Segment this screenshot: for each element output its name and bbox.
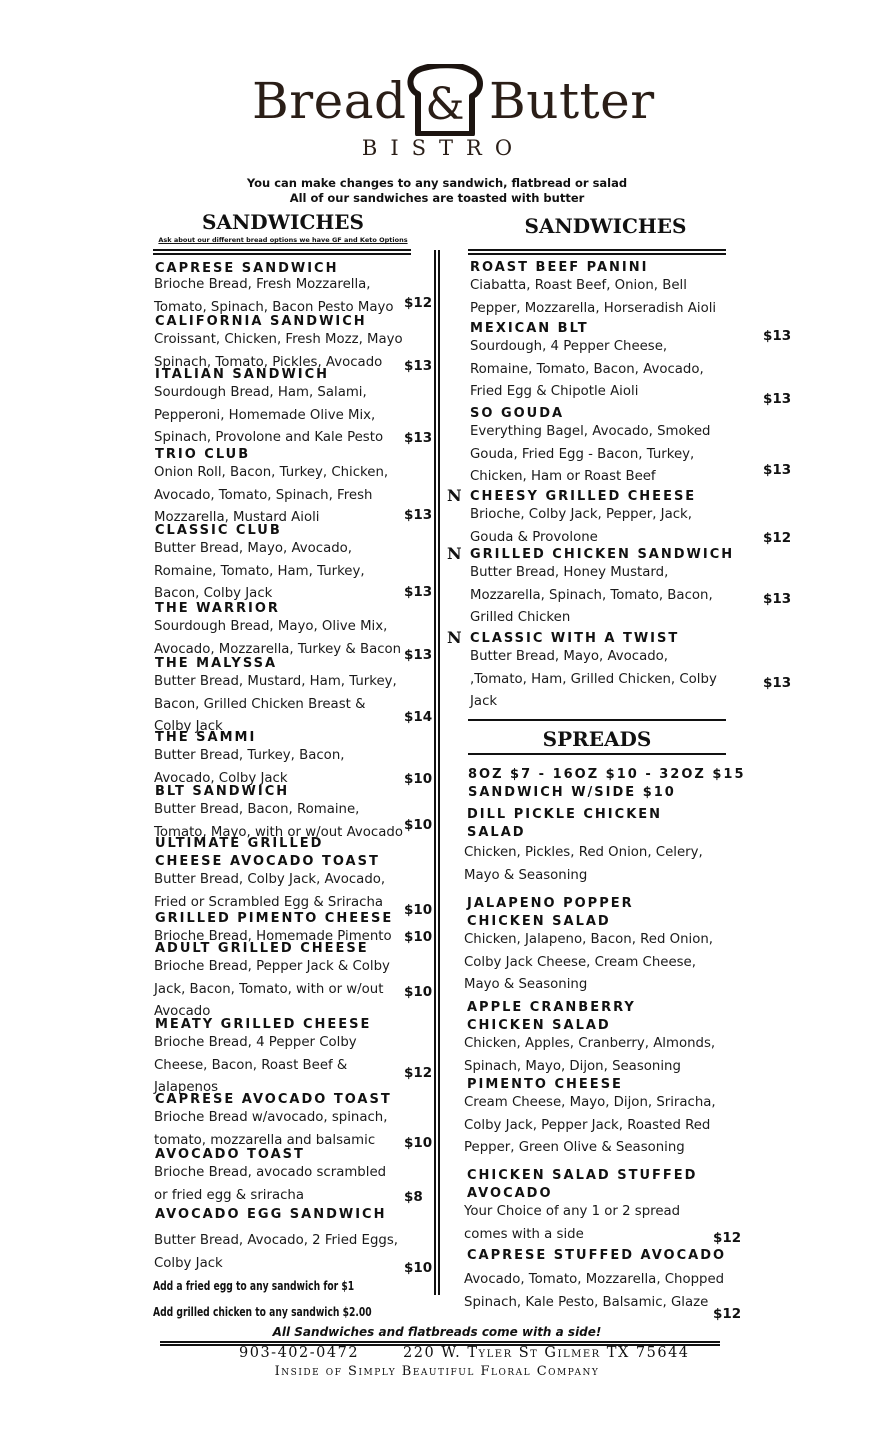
item-description: Butter Bread, Mayo, Avocado, ,Tomato, Ham, Grilled Chicken, Colby Jack	[470, 649, 717, 710]
item-price: $13	[763, 591, 792, 607]
item-price: $12	[713, 1230, 742, 1246]
item-description: Brioche Bread w/avocado, spinach, tomato, mozzarella and balsamic	[154, 1110, 388, 1148]
side-note: All Sandwiches and flatbreads come with a side!	[272, 1325, 602, 1339]
item-title: THE WARRIOR	[155, 601, 280, 616]
item-description: Brioche Bread, 4 Pepper Colby Cheese, Bacon, Roast Beef & Jalapenos	[154, 1035, 357, 1096]
item-price: $13	[763, 462, 792, 478]
logo-word-bread: Bread	[252, 72, 407, 130]
item-title: ROAST BEEF PANINI	[470, 260, 649, 275]
spreads-combo: SANDWICH W/SIDE $10	[468, 785, 676, 800]
item-description: Sourdough, 4 Pepper Cheese, Romaine, Tomato, Bacon, Avocado, Fried Egg & Chipotle Aioli	[470, 339, 704, 400]
item-price: $13	[404, 584, 433, 600]
right-section-heading: SANDWICHES	[524, 214, 687, 238]
item-price: $13	[404, 647, 433, 663]
location-note: Inside of Simply Beautiful Floral Company	[274, 1364, 600, 1379]
item-price: $10	[404, 902, 433, 918]
item-title: TRIO CLUB	[155, 447, 251, 462]
item-price: $10	[404, 817, 433, 833]
item-description: Sourdough Bread, Mayo, Olive Mix, Avocado, Mozzarella, Turkey & Bacon	[154, 619, 402, 657]
item-price: $10	[404, 1260, 433, 1276]
item-title: CHICKEN SALAD STUFFED AVOCADO	[467, 1168, 698, 1201]
item-description: Brioche Bread, avocado scrambled or fried egg & sriracha	[154, 1165, 387, 1203]
spreads-heading: SPREADS	[542, 727, 652, 751]
new-item-marker: N	[447, 544, 462, 563]
item-price: $12	[713, 1306, 742, 1322]
footer-rule	[160, 1341, 720, 1343]
item-price: $10	[404, 771, 433, 787]
item-title: AVOCADO EGG SANDWICH	[155, 1207, 387, 1222]
item-title: APPLE CRANBERRY CHICKEN SALAD	[467, 1000, 636, 1033]
item-price: $13	[404, 358, 433, 374]
new-item-marker: N	[447, 486, 462, 505]
spreads-sizes: 8OZ $7 - 16OZ $10 - 32OZ $15	[468, 767, 746, 782]
column-divider	[434, 250, 436, 1295]
item-description: Sourdough Bread, Ham, Salami, Pepperoni, Homemade Olive Mix, Spinach, Provolone and Kale Pesto	[154, 385, 384, 446]
item-title: MEATY GRILLED CHEESE	[155, 1017, 372, 1032]
item-title: AVOCADO TOAST	[155, 1147, 305, 1162]
new-item-marker: N	[447, 628, 462, 647]
item-description: Butter Bread, Avocado, 2 Fried Eggs, Colby Jack	[154, 1233, 398, 1271]
item-title: ULTIMATE GRILLED CHEESE AVOCADO TOAST	[155, 836, 380, 869]
logo-word-butter: Butter	[489, 72, 655, 130]
item-description: Butter Bread, Bacon, Romaine, Tomato, Mayo, with or w/out Avocado	[154, 802, 403, 840]
item-title: ADULT GRILLED CHEESE	[155, 941, 369, 956]
item-description: Your Choice of any 1 or 2 spread comes with a side	[464, 1204, 681, 1242]
addon-grilled-chicken: Add grilled chicken to any sandwich $2.00	[153, 1305, 372, 1319]
item-title: GRILLED PIMENTO CHEESE	[155, 911, 394, 926]
item-description: Onion Roll, Bacon, Turkey, Chicken, Avocado, Tomato, Spinach, Fresh Mozzarella, Mustard Aioli	[154, 465, 389, 526]
left-heading-rule-2	[153, 253, 411, 255]
item-title: THE SAMMI	[155, 730, 257, 745]
item-title: JALAPENO POPPER CHICKEN SALAD	[467, 896, 634, 929]
addon-fried-egg: Add a fried egg to any sandwich for $1	[153, 1279, 355, 1293]
item-title: CHEESY GRILLED CHEESE	[470, 489, 697, 504]
bread-options-note: Ask about our different bread options we have GF and Keto Options	[158, 236, 408, 244]
spreads-bottom-rule	[468, 753, 726, 755]
item-title: ITALIAN SANDWICH	[155, 367, 330, 382]
left-section-heading: SANDWICHES	[202, 210, 364, 234]
item-description: Brioche Bread, Homemade Pimento	[154, 929, 392, 944]
tagline-line-2: All of our sandwiches are toasted with butter	[289, 191, 585, 205]
item-price: $12	[404, 1065, 433, 1081]
item-title: CLASSIC CLUB	[155, 523, 282, 538]
item-title: CLASSIC WITH A TWIST	[470, 631, 680, 646]
item-description: Butter Bread, Colby Jack, Avocado, Fried or Scrambled Egg & Sriracha	[154, 872, 386, 910]
item-price: $14	[404, 709, 433, 725]
item-title: CAPRESE STUFFED AVOCADO	[467, 1248, 727, 1263]
item-price: $13	[763, 328, 792, 344]
item-title: CAPRESE SANDWICH	[155, 261, 339, 276]
item-price: $13	[763, 391, 792, 407]
item-description: Brioche Bread, Fresh Mozzarella, Tomato, Spinach, Bacon Pesto Mayo	[154, 277, 394, 315]
item-title: GRILLED CHICKEN SANDWICH	[470, 547, 735, 562]
item-price: $13	[404, 430, 433, 446]
item-price: $8	[404, 1189, 423, 1205]
item-title: BLT SANDWICH	[155, 784, 290, 799]
phone-number: 903-402-0472	[239, 1345, 360, 1361]
item-price: $10	[404, 984, 433, 1000]
item-description: Brioche, Colby Jack, Pepper, Jack, Gouda & Provolone	[470, 507, 692, 545]
item-price: $13	[763, 675, 792, 691]
right-heading-rule	[468, 249, 726, 251]
item-description: Butter Bread, Turkey, Bacon, Avocado, Colby Jack	[154, 748, 345, 786]
item-description: Everything Bagel, Avocado, Smoked Gouda, Fried Egg - Bacon, Turkey, Chicken, Ham or Roast Beef	[470, 424, 711, 485]
bread-slice-logo-icon	[404, 64, 488, 136]
item-description: Chicken, Pickles, Red Onion, Celery, Mayo & Seasoning	[464, 845, 703, 883]
item-title: MEXICAN BLT	[470, 321, 589, 336]
item-title: THE MALYSSA	[155, 656, 278, 671]
item-description: Croissant, Chicken, Fresh Mozz, Mayo Spinach, Tomato, Pickles, Avocado	[154, 332, 403, 370]
item-title: CALIFORNIA SANDWICH	[155, 314, 367, 329]
item-price: $13	[404, 507, 433, 523]
item-description: Chicken, Apples, Cranberry, Almonds, Spinach, Mayo, Dijon, Seasoning	[464, 1036, 716, 1074]
item-description: Butter Bread, Mayo, Avocado, Romaine, Tomato, Ham, Turkey, Bacon, Colby Jack	[154, 541, 365, 602]
address: 220 W. Tyler St Gilmer TX 75644	[403, 1345, 690, 1361]
item-description: Brioche Bread, Pepper Jack & Colby Jack, Bacon, Tomato, with or w/out Avocado	[154, 959, 390, 1020]
item-description: Butter Bread, Honey Mustard, Mozzarella, Spinach, Tomato, Bacon, Grilled Chicken	[470, 565, 713, 626]
logo-ampersand: &	[425, 79, 465, 130]
item-title: PIMENTO CHEESE	[467, 1077, 623, 1092]
item-price: $12	[404, 295, 433, 311]
logo-subtitle: BISTRO	[361, 136, 526, 160]
tagline-line-1: You can make changes to any sandwich, flatbread or salad	[246, 176, 628, 190]
item-title: CAPRESE AVOCADO TOAST	[155, 1092, 392, 1107]
spreads-top-rule	[468, 719, 726, 721]
item-description: Avocado, Tomato, Mozzarella, Chopped Spinach, Kale Pesto, Balsamic, Glaze	[464, 1272, 725, 1310]
item-price: $10	[404, 929, 433, 945]
item-description: Chicken, Jalapeno, Bacon, Red Onion, Colby Jack Cheese, Cream Cheese, Mayo & Seasoning	[464, 932, 714, 993]
item-price: $10	[404, 1135, 433, 1151]
column-divider-2	[438, 250, 440, 1295]
item-price: $12	[763, 530, 792, 546]
item-description: Butter Bread, Mustard, Ham, Turkey, Bacon, Grilled Chicken Breast & Colby Jack	[154, 674, 397, 735]
item-description: Ciabatta, Roast Beef, Onion, Bell Pepper, Mozzarella, Horseradish Aioli	[470, 278, 717, 316]
left-heading-rule	[153, 249, 411, 251]
item-description: Cream Cheese, Mayo, Dijon, Sriracha, Colby Jack, Pepper Jack, Roasted Red Pepper, Green Olive & Seasoning	[464, 1095, 716, 1156]
item-title: DILL PICKLE CHICKEN SALAD	[467, 807, 663, 840]
right-heading-rule-2	[468, 253, 726, 255]
item-title: SO GOUDA	[470, 406, 565, 421]
